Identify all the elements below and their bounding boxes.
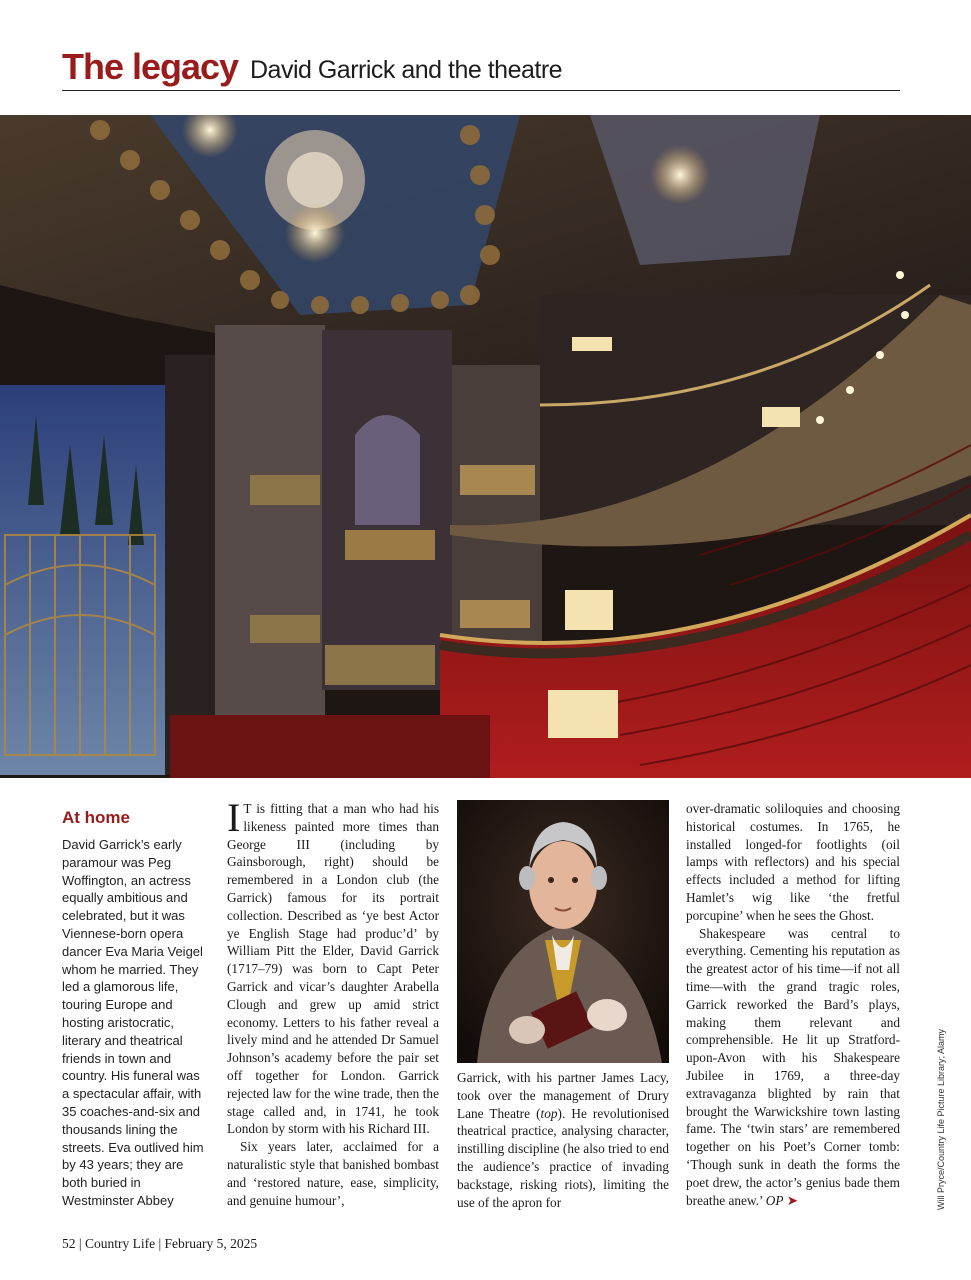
at-home-sidebar bbox=[62, 808, 210, 1210]
sidebar-body: David Garrick’s early paramour was Peg Woffington, an actress equally ambitious and celebrated, but it was Viennese-born opera dancer Eva Maria Veigel whom he married. They led a glamorous life, touring Europe and hosting aristocratic, literary and theatrical friends in town and country. His funeral was a spectacular affair, with 35 coaches-and-six and thousands lining the streets. Eva outlived him by 43 years; they are both buried in Westminster Abbey bbox=[62, 837, 204, 1208]
end-mark-icon: ➤ bbox=[786, 1192, 798, 1208]
article-paragraph-3: Shakespeare was central to everything. Cementing his reputation as the greatest actor of his time—if not all time—with the grand tragic roles, Garrick reworked the Bard’s plays, making them relevant and comprehensible. He lit up Stratford-upon-Avon with his Shakespeare Jubilee in 1769, a three-day extravaganza blighted by rain that brought the Warwickshire town lasting fame. The ‘twin stars’ are remembered together on his Poet’s Corner tomb: ‘Though sunk in death the forms the poet drew, the actor’s genius bade them breathe anew.’ OP ➤ bbox=[686, 925, 900, 1208]
drop-cap: I bbox=[227, 795, 241, 840]
section-kicker: The legacy bbox=[62, 46, 239, 87]
garrick-portrait bbox=[457, 800, 669, 1063]
article-column-3 bbox=[686, 800, 900, 1209]
article-paragraph-1: T is fitting that a man who had his likeness painted more times than George III (including by Gainsborough, right) should be remembered in a London club (the Garrick) famous for its portrait collection. Described as ‘ye best Actor ye English Stage had produc’d’ by William Pitt the Elder, David Garrick (1717–79) was born to Capt Peter Garrick and vicar’s daughter Arabella Clough and grew up amid strict economy. Letters to his father reveal a lively mind and he attended Dr Samuel Johnson’s academy before the pair set off together for London. Garrick rejected law for the wine trade, then the stage called and, in 1741, he took London by storm with his Richard III. bbox=[227, 801, 439, 1137]
article-column-1 bbox=[227, 795, 439, 1209]
article-paragraph-2-end: over-dramatic soliloquies and choosing historical costumes. In 1765, he installed longed-for footlights (oil lamps with reflectors) and his special effects included a method for lifting Hamlet’s wig like ‘the fretful porcupine’ when he sees the Ghost. bbox=[686, 801, 900, 923]
article-paragraph-2-cont: Garrick, with his partner James Lacy, took over the management of Drury Lane Theatre (top). He revolutionised theatrical practice, analysing character, instilling discipline (he also tried to end the audience’s practice of invading backstage, risking riots), limiting the use of the apron for bbox=[457, 1070, 669, 1210]
article-paragraph-2-start: Six years later, acclaimed for a naturalistic style that banished bombast and ‘restored nature, ease, simplicity, and genuine humour’, bbox=[227, 1139, 439, 1208]
sidebar-heading: At home bbox=[62, 808, 130, 827]
page-title: David Garrick and the theatre bbox=[250, 56, 563, 84]
page-header bbox=[62, 44, 900, 91]
theatre-auditorium-photo bbox=[0, 115, 971, 778]
photo-credit: Will Pryce/Country Life Picture Library; Alamy bbox=[936, 1028, 946, 1210]
author-initials: OP bbox=[765, 1192, 784, 1208]
page-footer: 52 | Country Life | February 5, 2025 bbox=[62, 1236, 258, 1251]
article-column-2 bbox=[457, 1069, 669, 1211]
